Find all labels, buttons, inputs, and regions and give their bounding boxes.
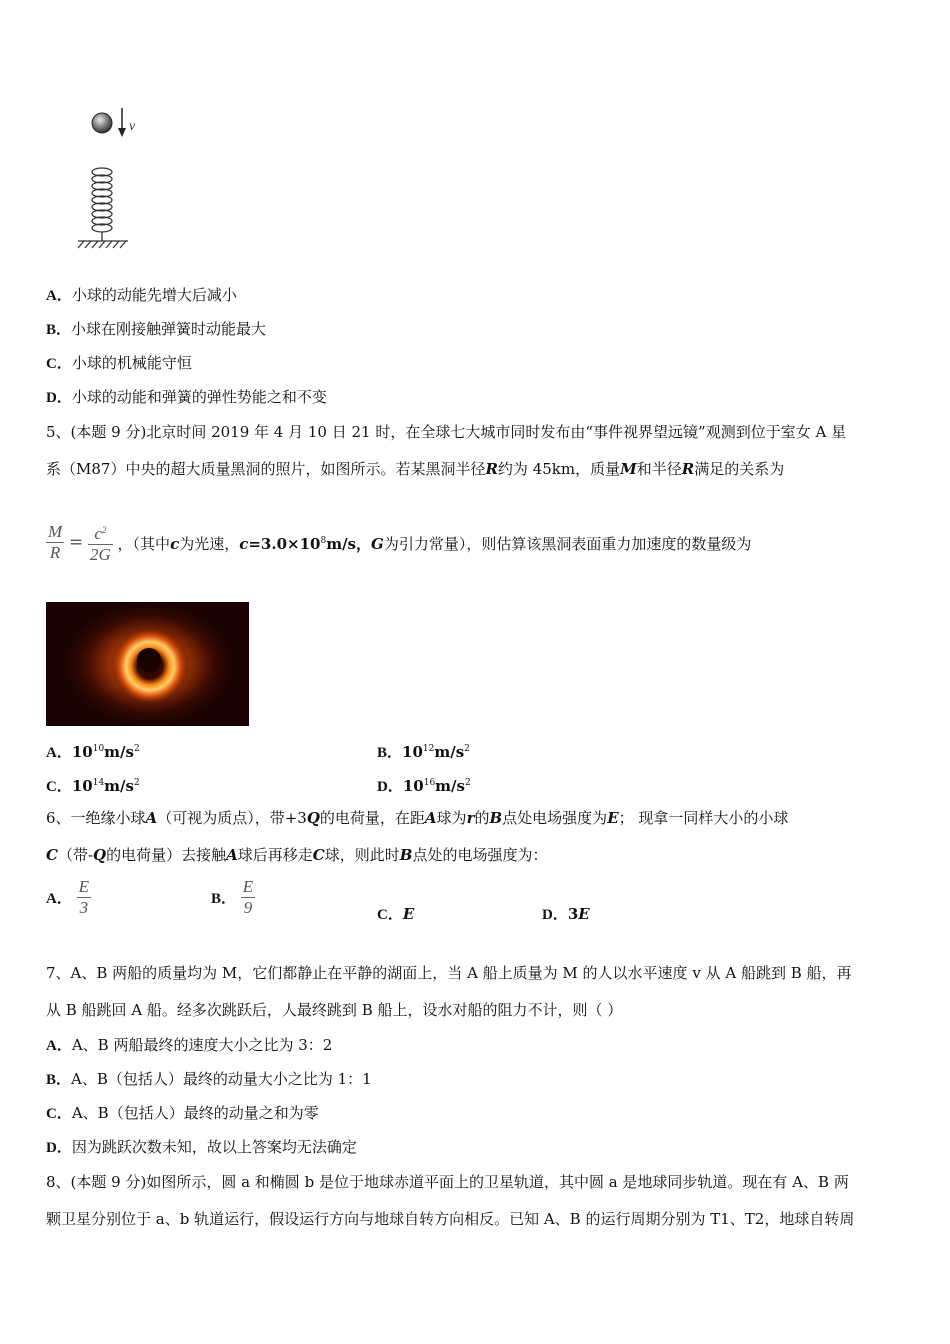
var-a: A: [424, 809, 437, 827]
var-c: c: [170, 535, 180, 553]
q6-option-b: [211, 877, 255, 918]
text: m/s，: [326, 535, 371, 553]
text: 点处的电场强度为：: [412, 846, 548, 864]
option-label: B．: [211, 891, 237, 907]
q7-line-1: 7、A、B 两船的质量均为 M，它们都静止在平静的湖面上，当 A 船上质量为 M 的人以水平速度 v 从 A 船跳到 B 船，再: [46, 964, 852, 982]
fraction: [77, 877, 91, 918]
text: 系（M87）中央的超大质量黑洞的照片，如图所示。若某黑洞半径: [46, 460, 486, 478]
var-e: E: [578, 905, 590, 923]
q7-option-c: [46, 1103, 319, 1124]
q8-line-1: 8、(本题 9 分)如图所示，圆 a 和椭圆 b 是位于地球赤道平面上的卫星轨道，其中圆 a 是地球同步轨道。现在有 A、B 两: [46, 1173, 849, 1191]
q8-line-2: 颗卫星分别位于 a、b 轨道运行，假设运行方向与地球自转方向相反。已知 A、B 的运行周期分别为 T1、T2，地球自转周: [46, 1210, 855, 1228]
q5-line-2: [46, 459, 784, 479]
velocity-arrow: [118, 108, 126, 137]
superscript: 16: [423, 778, 436, 788]
frac-den: R: [49, 543, 61, 562]
unit: m/s: [435, 777, 465, 795]
option-label: D．: [46, 390, 72, 406]
q6-line-1: [46, 808, 788, 828]
fraction: [241, 877, 255, 918]
option-label: B．: [377, 745, 403, 761]
frac-den: 2G: [89, 545, 111, 564]
text: 约为 45km，质量: [497, 460, 621, 478]
option-text: A、B（包括人）最终的动量之和为零: [71, 1104, 319, 1122]
frac-num: c: [94, 524, 102, 543]
frac-num: E: [78, 877, 90, 896]
text: 的: [474, 809, 490, 827]
option-text: 3: [567, 905, 579, 923]
unit: m/s: [104, 777, 134, 795]
frac-den: 3: [79, 898, 89, 917]
unit: m/s: [434, 743, 465, 761]
text: 为引力常量），则估算该黑洞表面重力加速度的数量级为: [383, 535, 752, 553]
equals-sign: =: [68, 532, 84, 553]
q4-option-b: [46, 319, 266, 340]
var-a: A: [145, 809, 158, 827]
q5-option-a: [46, 739, 140, 763]
option-label: B．: [46, 1072, 72, 1088]
black-hole-photo: [46, 602, 249, 726]
q6-option-d: [542, 904, 590, 925]
option-label: A．: [46, 288, 72, 304]
formula-rhs: [88, 520, 113, 565]
text: （带-: [57, 846, 94, 864]
var-m: M: [620, 460, 637, 478]
option-label: C．: [46, 779, 72, 795]
frac-den: 9: [243, 898, 253, 917]
option-label: A．: [46, 745, 72, 761]
text: 为光速，: [179, 535, 240, 553]
var-c: C: [312, 846, 325, 864]
q7-option-b: [46, 1069, 372, 1090]
var-q: Q: [93, 846, 107, 864]
var-r: R: [681, 460, 695, 478]
q7-line-2: 从 B 船跳回 A 船。经多次跳跃后，人最终跳到 B 船上，设水对船的阻力不计，则（ ）: [46, 1001, 623, 1019]
base: 10: [402, 743, 423, 761]
text: 满足的关系为: [694, 460, 785, 478]
text: =3.0×10: [248, 535, 321, 553]
var-c: c: [239, 535, 249, 553]
text: ，（其中: [117, 535, 171, 553]
text: ； 现拿一同样大小的小球: [618, 809, 789, 827]
option-label: B．: [46, 322, 72, 338]
option-text: 小球在刚接触弹簧时动能最大: [71, 320, 267, 338]
option-label: A．: [46, 1038, 72, 1054]
option-text: 因为跳跃次数未知，故以上答案均无法确定: [71, 1138, 357, 1156]
superscript: 2: [133, 778, 140, 788]
text: 球为: [436, 809, 467, 827]
text: （可视为质点），带+3: [157, 809, 307, 827]
q5-option-b: [377, 739, 470, 763]
ground-hatch: [78, 241, 128, 248]
superscript: 2: [464, 778, 471, 788]
q4-option-d: [46, 387, 327, 408]
text: 的电荷量，在距: [319, 809, 425, 827]
q7-option-d: [46, 1137, 357, 1158]
superscript: 2: [101, 525, 107, 535]
spring-ball-figure: [70, 100, 160, 255]
q6-option-a: [46, 877, 91, 918]
ball: [92, 113, 112, 133]
var-e: E: [607, 809, 619, 827]
text: 6、一绝缘小球: [46, 809, 146, 827]
spring: [92, 168, 112, 241]
q5-formula-line: [46, 520, 751, 565]
option-text: 小球的机械能守恒: [71, 354, 192, 372]
q7-option-a: [46, 1035, 332, 1056]
var-a: A: [226, 846, 238, 864]
frac-num: E: [242, 877, 254, 896]
superscript: 2: [464, 744, 470, 754]
unit: m/s: [104, 743, 134, 761]
velocity-label: v: [129, 119, 136, 134]
option-label: D．: [46, 1140, 72, 1156]
text: 的电荷量）去接触: [106, 846, 227, 864]
base: 10: [71, 743, 93, 761]
var-g: G: [371, 535, 384, 553]
var-b: B: [399, 846, 413, 864]
option-text: 小球的动能先增大后减小: [71, 286, 237, 304]
option-label: C．: [377, 907, 403, 923]
q5-line-1: 5、(本题 9 分)北京时间 2019 年 4 月 10 日 21 时，在全球七大城市同时发布由“事件视界望远镜”观测到位于室女 A 星: [46, 423, 847, 441]
superscript: 14: [92, 778, 105, 788]
option-label: D．: [377, 779, 403, 795]
option-label: C．: [46, 1106, 72, 1122]
frac-num: M: [48, 522, 63, 541]
option-text: 小球的动能和弹簧的弹性势能之和不变: [71, 388, 327, 406]
superscript: 10: [92, 744, 105, 754]
var-q: Q: [306, 809, 320, 827]
q5-option-d: [377, 773, 471, 797]
var-r: r: [466, 809, 475, 827]
q5-option-c: [46, 773, 140, 797]
base: 10: [71, 777, 93, 795]
q4-option-c: [46, 353, 192, 374]
base: 10: [402, 777, 424, 795]
q4-option-a: [46, 285, 237, 306]
text: 球，则此时: [324, 846, 400, 864]
q6-option-c: [377, 904, 414, 925]
text: 球后再移走: [237, 846, 313, 864]
option-text: A、B 两船最终的速度大小之比为 3：2: [71, 1036, 333, 1054]
var-c: C: [46, 846, 58, 864]
q6-line-2: [46, 845, 547, 865]
option-label: A．: [46, 891, 72, 907]
option-label: D．: [542, 907, 568, 923]
formula-lhs: [46, 522, 64, 563]
text: 和半径: [636, 460, 682, 478]
var-b: B: [489, 809, 503, 827]
var-r: R: [485, 460, 498, 478]
superscript: 2: [133, 744, 140, 754]
option-text: E: [402, 905, 415, 923]
option-text: A、B（包括人）最终的动量大小之比为 1：1: [71, 1070, 372, 1088]
superscript: 8: [320, 536, 327, 546]
text: 点处电场强度为: [502, 809, 608, 827]
superscript: 12: [422, 744, 435, 754]
option-label: C．: [46, 356, 72, 372]
